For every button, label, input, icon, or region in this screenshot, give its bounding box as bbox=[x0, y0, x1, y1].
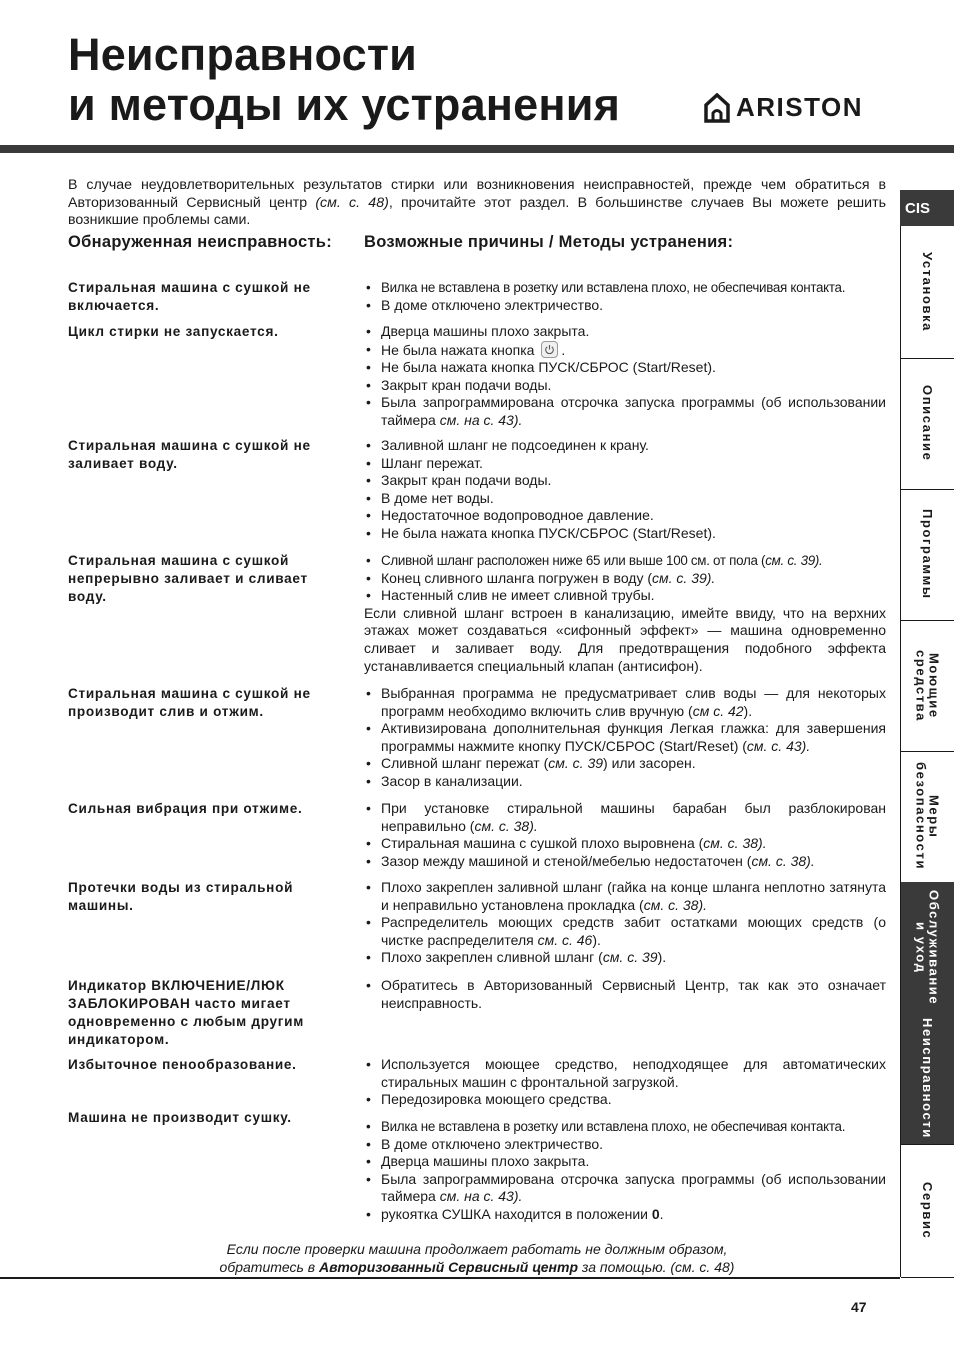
sidebar-lang-badge: CIS bbox=[900, 190, 954, 226]
cause-item: • Закрыт кран подачи воды. bbox=[364, 377, 886, 395]
cause-list bbox=[364, 323, 886, 430]
cause-item: • Не была нажата кнопка ПУСК/СБРОС (Start/Reset). bbox=[364, 359, 886, 377]
cause-item: • Была запрограммирована отсрочка запуска программы (об использовании таймера см. на с. 43). bbox=[364, 1171, 886, 1206]
cause-item: • Распределитель моющих средств забит остатками моющих средств (о чистке распределителя см. с. 46). bbox=[364, 914, 886, 949]
cause-item: • Плохо закреплен сливной шланг (см. с. 39). bbox=[364, 949, 886, 967]
cause-item: • В доме отключено электричество. bbox=[364, 1136, 886, 1154]
cause-item: • В доме отключено электричество. bbox=[364, 297, 886, 315]
sidebar-tab-label: Меры безопасности bbox=[913, 762, 942, 871]
sidebar-tab[interactable] bbox=[901, 882, 954, 1014]
house-icon bbox=[704, 93, 730, 123]
cause-list bbox=[364, 279, 886, 314]
column-header-problem: Обнаруженная неисправность: bbox=[68, 233, 333, 251]
cause-item: • Дверца машины плохо закрыта. bbox=[364, 1153, 886, 1171]
power-button-icon bbox=[541, 341, 558, 358]
problem-title: Стиральная машина с сушкой не заливает воду. bbox=[68, 438, 311, 471]
problem-title: Цикл стирки не запускается. bbox=[68, 324, 279, 339]
sidebar-tab[interactable] bbox=[901, 358, 954, 490]
cause-item: • Передозировка моющего средства. bbox=[364, 1091, 886, 1109]
cause-item: • Настенный слив не имеет сливной трубы. bbox=[364, 587, 886, 605]
sidebar-tab[interactable] bbox=[901, 1013, 954, 1145]
problem-title: Протечки воды из стиральной машины. bbox=[68, 880, 294, 913]
cause-list bbox=[364, 879, 886, 967]
column-header-causes: Возможные причины / Методы устранения: bbox=[364, 233, 734, 251]
page-title bbox=[68, 30, 620, 130]
ariston-logo bbox=[704, 92, 863, 123]
cause-item: • Шланг пережат. bbox=[364, 455, 886, 473]
cause-list bbox=[364, 1118, 886, 1224]
cause-item: • Заливной шланг не подсоединен к крану. bbox=[364, 437, 886, 455]
cause-item: • Не была нажата кнопка . bbox=[364, 341, 886, 360]
cause-item: • Засор в канализации. bbox=[364, 773, 886, 791]
cause-item: • Стиральная машина с сушкой плохо выровнена (см. с. 38). bbox=[364, 835, 886, 853]
footer-rule bbox=[0, 1277, 900, 1279]
cause-item: • Обратитесь в Авторизованный Сервисный Центр, так как это означает неисправность. bbox=[364, 977, 886, 1012]
sidebar-tab-label: Установка bbox=[920, 251, 935, 333]
logo-text: ARISTON bbox=[736, 92, 864, 122]
cause-item: • Не была нажата кнопка ПУСК/СБРОС (Start/Reset). bbox=[364, 525, 886, 543]
problem-title: Машина не производит сушку. bbox=[68, 1110, 292, 1125]
cause-list bbox=[364, 800, 886, 870]
sidebar-tab[interactable] bbox=[901, 751, 954, 883]
intro-paragraph: В случае неудовлетворительных результатов стирки или возникновения неисправностей, прежде чем обратиться в Авторизованный Сервисный центр (см. с. 48), прочитайте этот раздел. В большинстве случаев Вы можете решить возникшие проблемы сами. bbox=[68, 177, 886, 228]
problem-title: Индикатор ВКЛЮЧЕНИЕ/ЛЮК ЗАБЛОКИРОВАН часто мигает одновременно с любым другим индикатором. bbox=[68, 978, 304, 1047]
cause-item: • Вилка не вставлена в розетку или вставлена плохо, не обеспечивая контакта. bbox=[364, 1118, 886, 1136]
problem-title: Стиральная машина с сушкой не производит слив и отжим. bbox=[68, 686, 311, 719]
problem-title: Избыточное пенообразование. bbox=[68, 1057, 297, 1072]
cause-item: • Зазор между машиной и стеной/мебелью недостаточен (см. с. 38). bbox=[364, 853, 886, 871]
sidebar-tab[interactable] bbox=[901, 489, 954, 621]
cause-list bbox=[364, 1056, 886, 1109]
sidebar-tab-label: Сервис bbox=[920, 1181, 935, 1240]
page-title-line2: и методы их устранения bbox=[68, 79, 621, 130]
sidebar-tab-label: Обслуживание и уход bbox=[913, 889, 942, 1006]
cause-item: • рукоятка СУШКА находится в положении 0. bbox=[364, 1206, 886, 1224]
cause-item: • Выбранная программа не предусматривает слив воды — для некоторых программ необходимо включить слив вручную (см с. 42). bbox=[364, 685, 886, 720]
cause-item: • Вилка не вставлена в розетку или вставлена плохо, не обеспечивая контакта. bbox=[364, 279, 886, 297]
cause-item: • Дверца машины плохо закрыта. bbox=[364, 323, 886, 341]
page-number: 47 bbox=[851, 1299, 867, 1315]
cause-list bbox=[364, 977, 886, 1012]
sidebar-tab[interactable] bbox=[901, 620, 954, 752]
cause-item: • Плохо закреплен заливной шланг (гайка на конце шланга неплотно затянута и неправильно установлена прокладка (см. с. 38). bbox=[364, 879, 886, 914]
cause-item: • Недостаточное водопроводное давление. bbox=[364, 507, 886, 525]
footer-note: Если после проверки машина продолжает работать не должным образом, обратитесь в Авторизованный Сервисный центр за помощью. (см. с. 48) bbox=[219, 1241, 735, 1275]
page-title-line1: Неисправности bbox=[68, 29, 417, 80]
sidebar-tab-label: Неисправности bbox=[920, 1018, 935, 1139]
cause-list bbox=[364, 685, 886, 791]
cause-item: • Закрыт кран подачи воды. bbox=[364, 472, 886, 490]
sidebar-tab[interactable] bbox=[901, 1144, 954, 1278]
cause-item: • Сливной шланг пережат (см. с. 39) или засорен. bbox=[364, 755, 886, 773]
cause-item: • Активизирована дополнительная функция Легкая глажка: для завершения программы нажмите кнопку ПУСК/СБРОС (Start/Reset) (см. с. 43). bbox=[364, 720, 886, 755]
cause-item: • Используется моющее средство, неподходящее для автоматических стиральных машин с фронтальной загрузкой. bbox=[364, 1056, 886, 1091]
problem-title: Сильная вибрация при отжиме. bbox=[68, 801, 303, 816]
cause-list bbox=[364, 437, 886, 543]
problem-title: Стиральная машина с сушкой непрерывно заливает и сливает воду. bbox=[68, 553, 308, 604]
sidebar-tab-label: Моющие средства bbox=[913, 649, 942, 722]
cause-item: • Конец сливного шланга погружен в воду (см. с. 39). bbox=[364, 570, 886, 588]
cause-list bbox=[364, 552, 886, 675]
sidebar-tab-label: Программы bbox=[920, 509, 935, 600]
cause-item: • Сливной шланг расположен ниже 65 или выше 100 см. от пола (см. с. 39). bbox=[364, 552, 886, 570]
sidebar-tab[interactable] bbox=[901, 226, 954, 359]
sidebar-tab-label: Описание bbox=[920, 385, 935, 462]
cause-item: • В доме нет воды. bbox=[364, 490, 886, 508]
cause-note: Если сливной шланг встроен в канализацию, имейте ввиду, что на верхних этажах может создаваться «сифонный эффект» — машина одновременно сливает и заливает воду. Для предотвращения подобного эффекта устанавливается специальный клапан (антисифон). bbox=[364, 604, 886, 674]
cause-item: • При установке стиральной машины барабан был разблокирован неправильно (см. с. 38). bbox=[364, 800, 886, 835]
problem-title: Стиральная машина с сушкой не включается. bbox=[68, 280, 311, 313]
header-rule bbox=[0, 145, 954, 153]
cause-item: • Была запрограммирована отсрочка запуска программы (об использовании таймера см. на с. 43). bbox=[364, 394, 886, 429]
